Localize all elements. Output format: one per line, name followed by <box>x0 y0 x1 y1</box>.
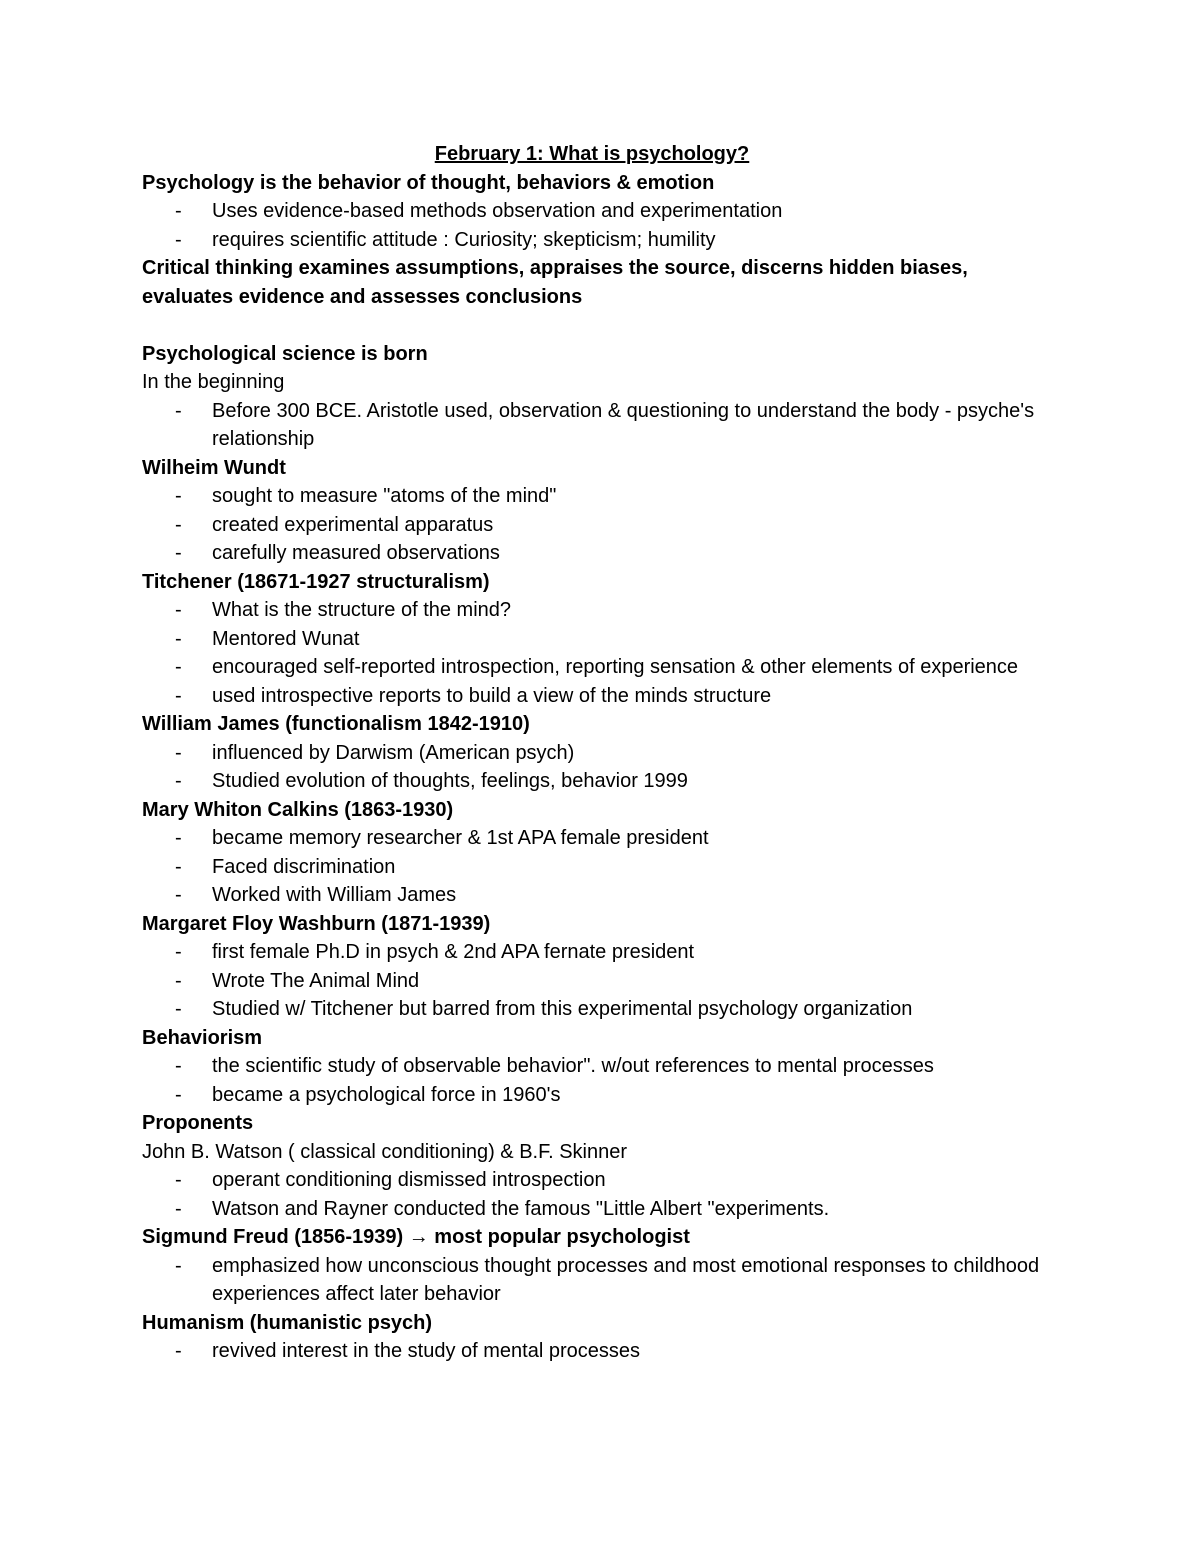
bullet-item <box>142 226 1062 255</box>
bullet-text: Worked with William James <box>212 884 457 906</box>
bullet-dash: - <box>175 228 182 251</box>
bullet-item <box>142 1166 1062 1195</box>
bullet-dash: - <box>175 1340 182 1362</box>
bullet-text: Mentored Wunat <box>212 627 360 650</box>
bullet-text: Studied evolution of thoughts, feelings, behavior 1999 <box>212 770 688 792</box>
section-heading: William James (functionalism 1842-1910) <box>142 713 530 735</box>
bullet-item <box>142 739 1062 768</box>
bullet-text: What is the structure of the mind? <box>212 599 512 621</box>
bullet-item <box>142 995 1062 1024</box>
bullet-item <box>142 1195 1062 1224</box>
bullet-text: revived interest in the study of mental processes <box>212 1340 640 1362</box>
bullet-text: Wrote The Animal Mind <box>212 969 420 992</box>
bullet-dash: - <box>175 627 182 650</box>
bullet-dash: - <box>175 513 182 536</box>
bullet-item <box>142 967 1062 996</box>
bullet-dash: - <box>175 884 182 906</box>
bullet-text: encouraged self-reported introspection, reporting sensation & other elements of experience <box>212 656 1019 678</box>
bullet-text: carefully measured observations <box>212 542 500 564</box>
bullet-dash: - <box>175 485 182 507</box>
bullet-dash: - <box>175 998 182 1020</box>
bullet-dash: - <box>175 855 182 878</box>
bullet-item <box>142 397 1062 454</box>
section-heading: Proponents <box>142 1112 254 1134</box>
bullet-item <box>142 1252 1062 1309</box>
section-heading: Mary Whiton Calkins (1863-1930) <box>142 798 454 821</box>
bullet-dash: - <box>175 1055 182 1077</box>
bullet-text: Watson and Rayner conducted the famous "Little Albert "experiments. <box>212 1197 830 1220</box>
section-heading: Psychology is the behavior of thought, behaviors & emotion <box>142 171 715 194</box>
bullet-dash: - <box>175 656 182 678</box>
document-body <box>142 140 1062 1366</box>
bullet-dash: - <box>175 1083 182 1106</box>
bullet-dash: - <box>175 1254 182 1277</box>
bullet-item <box>142 197 1062 226</box>
bullet-dash: - <box>175 399 182 422</box>
section-heading: Sigmund Freud (1856-1939) → most popular psychologist <box>142 1226 690 1248</box>
bullet-item <box>142 1052 1062 1081</box>
bullet-item <box>142 1081 1062 1110</box>
bullet-item <box>142 511 1062 540</box>
bullet-dash: - <box>175 200 182 222</box>
bullet-dash: - <box>175 599 182 621</box>
bullet-dash: - <box>175 969 182 992</box>
bullet-text: Before 300 BCE. Aristotle used, observation & questioning to understand the body - psyche's relationship <box>212 399 1035 450</box>
bullet-text: Uses evidence-based methods observation and experimentation <box>212 200 783 222</box>
bullet-item <box>142 625 1062 654</box>
bullet-item <box>142 482 1062 511</box>
section-heading: Wilheim Wundt <box>142 456 286 479</box>
blank-line <box>142 311 1062 340</box>
bullet-item <box>142 682 1062 711</box>
bullet-dash: - <box>175 941 182 963</box>
bullet-text: emphasized how unconscious thought processes and most emotional responses to childhood experiences affect later behavior <box>212 1254 1040 1305</box>
bullet-item <box>142 938 1062 967</box>
section-heading: Critical thinking examines assumptions, appraises the source, discerns hidden biases, evaluates evidence and assesses conclusions <box>142 257 968 308</box>
bullet-text: operant conditioning dismissed introspection <box>212 1169 606 1191</box>
bullet-text: sought to measure "atoms of the mind" <box>212 485 557 507</box>
body-text: In the beginning <box>142 371 285 393</box>
bullet-dash: - <box>175 1169 182 1191</box>
bullet-item <box>142 1337 1062 1366</box>
bullet-text: used introspective reports to build a view of the minds structure <box>212 684 772 707</box>
bullet-dash: - <box>175 542 182 564</box>
bullet-dash: - <box>175 684 182 707</box>
section-heading: Psychological science is born <box>142 342 428 365</box>
bullet-dash: - <box>175 770 182 792</box>
bullet-dash: - <box>175 827 182 849</box>
bullet-text: first female Ph.D in psych & 2nd APA fernate president <box>212 941 695 963</box>
section-heading: Humanism (humanistic psych) <box>142 1311 433 1334</box>
bullet-dash: - <box>175 1197 182 1220</box>
bullet-item <box>142 824 1062 853</box>
bullet-item <box>142 767 1062 796</box>
section-heading: Titchener (18671-1927 structuralism) <box>142 570 490 593</box>
bullet-item <box>142 596 1062 625</box>
page-title: February 1: What is psychology? <box>434 143 750 165</box>
bullet-text: influenced by Darwism (American psych) <box>212 741 575 764</box>
section-heading: Margaret Floy Washburn (1871-1939) <box>142 912 491 935</box>
bullet-dash: - <box>175 741 182 764</box>
bullet-text: Faced discrimination <box>212 855 396 878</box>
bullet-item <box>142 853 1062 882</box>
bullet-item <box>142 653 1062 682</box>
bullet-item <box>142 539 1062 568</box>
bullet-item <box>142 881 1062 910</box>
section-heading: Behaviorism <box>142 1026 263 1049</box>
bullet-text: created experimental apparatus <box>212 513 494 536</box>
bullet-text: requires scientific attitude : Curiosity; skepticism; humility <box>212 228 716 251</box>
bullet-text: the scientific study of observable behavior". w/out references to mental processes <box>212 1055 934 1077</box>
bullet-text: became memory researcher & 1st APA female president <box>212 827 709 849</box>
bullet-text: Studied w/ Titchener but barred from this experimental psychology organization <box>212 998 913 1020</box>
body-text: John B. Watson ( classical conditioning) & B.F. Skinner <box>142 1140 628 1163</box>
bullet-text: became a psychological force in 1960's <box>212 1083 561 1106</box>
